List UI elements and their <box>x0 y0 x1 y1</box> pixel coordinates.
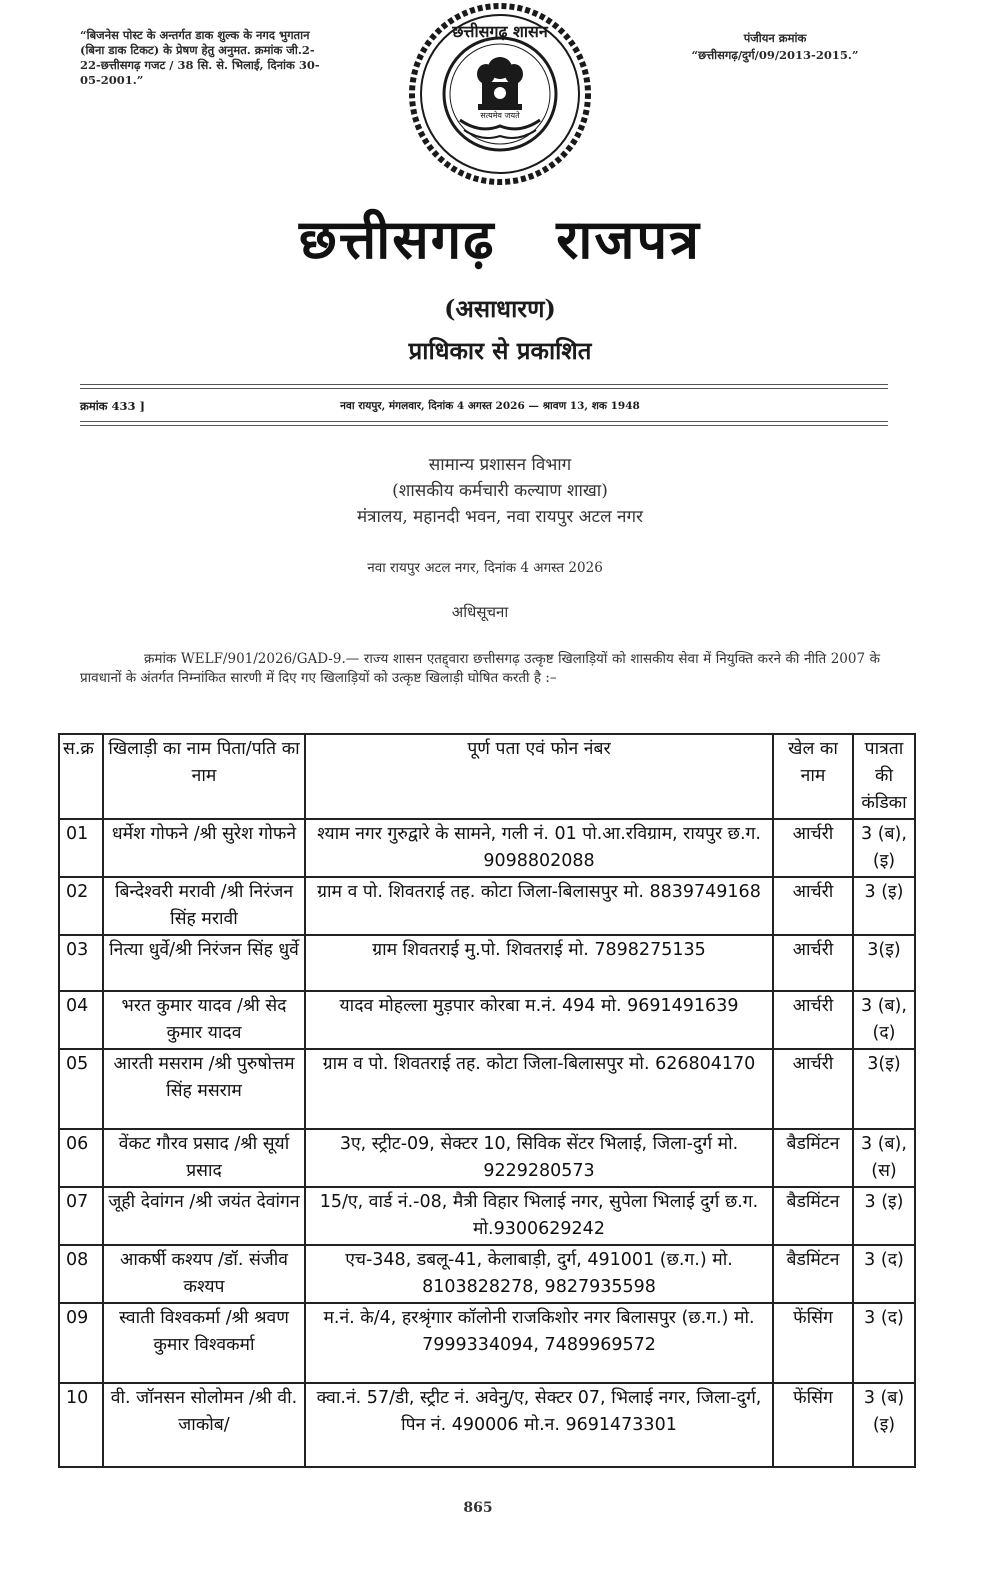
row-address: 15/ए, वार्ड नं.-08, मैत्री विहार भिलाई नगर, सुपेला भिलाई दुर्ग छ.ग. मो.9300629242 <box>305 1187 773 1245</box>
header-sport: खेल का नाम <box>773 734 853 819</box>
row-clause: 3(इ) <box>853 1049 915 1129</box>
row-clause: 3 (द) <box>853 1303 915 1383</box>
row-sport: बैडमिंटन <box>773 1187 853 1245</box>
row-name: बिन्देश्वरी मरावी /श्री निरंजन सिंह मरावी <box>103 877 305 935</box>
row-sport: आर्चरी <box>773 1049 853 1129</box>
top-rule-inner <box>80 388 888 389</box>
row-sno: 03 <box>59 935 103 991</box>
row-address: 3ए, स्ट्रीट-09, सेक्टर 10, सिविक सेंटर भिलाई, जिला-दुर्ग मो. 9229280573 <box>305 1129 773 1187</box>
row-sno: 08 <box>59 1245 103 1303</box>
row-sport: बैडमिंटन <box>773 1245 853 1303</box>
department-block <box>0 452 1000 530</box>
table-row <box>59 991 915 1049</box>
row-clause: 3 (इ) <box>853 877 915 935</box>
notification-body: क्रमांक WELF/901/2026/GAD-9.— राज्य शासन एतद्द्वारा छत्तीसगढ़ उत्कृष्ट खिलाड़ियों को शासकीय सेवा में नियुक्ति करने की नीति 2007 के प्रावधानों के अंतर्गत निम्नांकित सारणी में दिए गए खिलाड़ियों को उत्कृष्ट खिलाड़ी घोषित करती है :– <box>80 651 880 686</box>
seal-motto: सत्यमेव जयते <box>480 111 520 120</box>
header-address: पूर्ण पता एवं फोन नंबर <box>305 734 773 819</box>
row-address: यादव मोहल्ला मुड़पार कोरबा म.नं. 494 मो. 9691491639 <box>305 991 773 1049</box>
players-table <box>58 733 916 1468</box>
row-sport: आर्चरी <box>773 991 853 1049</box>
row-name: भरत कुमार यादव /श्री सेद कुमार यादव <box>103 991 305 1049</box>
postal-note: “बिजनेस पोस्ट के अन्तर्गत डाक शुल्क के नगद भुगतान (बिना डाक टिकट) के प्रेषण हेतु अनुमत. क्रमांक जी.2-22-छत्तीसगढ़ गजट / 38 सि. से. भिलाई, दिनांक 30-05-2001.” <box>80 28 320 87</box>
row-sno: 07 <box>59 1187 103 1245</box>
table-row <box>59 819 915 877</box>
row-name: जूही देवांगन /श्री जयंत देवांगन <box>103 1187 305 1245</box>
row-address: ग्राम व पो. शिवतराई तह. कोटा जिला-बिलासपुर मो. 626804170 <box>305 1049 773 1129</box>
table-row <box>59 877 915 935</box>
row-address: ग्राम शिवतराई मु.पो. शिवतराई मो. 7898275135 <box>305 935 773 991</box>
table-header-row <box>59 734 915 819</box>
table-row <box>59 1383 915 1467</box>
row-sport: बैडमिंटन <box>773 1129 853 1187</box>
row-address: श्याम नगर गुरुद्वारे के सामने, गली नं. 01 पो.आ.रविग्राम, रायपुर छ.ग. 9098802088 <box>305 819 773 877</box>
bottom-rule-inner <box>80 425 888 426</box>
bottom-rule <box>80 421 888 422</box>
page-number: 865 <box>463 1500 493 1516</box>
row-address: एच-348, डबलू-41, केलाबाड़ी, दुर्ग, 491001 (छ.ग.) मो. 8103828278, 9827935598 <box>305 1245 773 1303</box>
table-row <box>59 1245 915 1303</box>
row-address: क्वा.नं. 57/डी, स्ट्रीट नं. अवेनु/ए, सेक्टर 07, भिलाई नगर, जिला-दुर्ग, पिन नं. 490006 मो.न. 9691473301 <box>305 1383 773 1467</box>
row-sno: 06 <box>59 1129 103 1187</box>
state-emblem-seal <box>398 2 602 188</box>
seal-top-text: छत्तीसगढ़ शासन <box>452 22 548 41</box>
row-name: स्वाती विश्वकर्मा /श्री श्रवण कुमार विश्वकर्मा <box>103 1303 305 1383</box>
row-name: आकर्षी कश्यप /डॉ. संजीव कश्यप <box>103 1245 305 1303</box>
row-clause: 3 (ब), (इ) <box>853 819 915 877</box>
row-sport: फेंसिंग <box>773 1303 853 1383</box>
row-sport: फेंसिंग <box>773 1383 853 1467</box>
row-clause: 3 (ब), (स) <box>853 1129 915 1187</box>
row-sno: 04 <box>59 991 103 1049</box>
row-name: नित्या धुर्वे/श्री निरंजन सिंह धुर्वे <box>103 935 305 991</box>
header-sno: स.क्र <box>59 734 103 819</box>
row-sport: आर्चरी <box>773 877 853 935</box>
department-branch: (शासकीय कर्मचारी कल्याण शाखा) <box>392 481 608 501</box>
authority-line: प्राधिकार से प्रकाशित <box>408 336 592 365</box>
row-clause: 3(इ) <box>853 935 915 991</box>
row-clause: 3 (इ) <box>853 1187 915 1245</box>
row-sno: 01 <box>59 819 103 877</box>
row-name: वी. जॉनसन सोलोमन /श्री वी. जाकोब/ <box>103 1383 305 1467</box>
row-sno: 02 <box>59 877 103 935</box>
row-address: म.नं. के/4, हरश्रृंगार कॉलोनी राजकिशोर नगर बिलासपुर (छ.ग.) मो. 7999334094, 7489969572 <box>305 1303 773 1383</box>
department-address: मंत्रालय, महानदी भवन, नवा रायपुर अटल नगर <box>356 507 644 527</box>
registration-number: “छत्तीसगढ़/दुर्ग/09/2013-2015.” <box>691 48 859 62</box>
row-sno: 05 <box>59 1049 103 1129</box>
registration-label: पंजीयन क्रमांक <box>743 31 807 45</box>
table-row <box>59 1187 915 1245</box>
row-clause: 3 (ब) (इ) <box>853 1383 915 1467</box>
gazette-subtitle: (असाधारण) <box>444 294 556 323</box>
notification-title: अधिसूचना <box>451 603 509 621</box>
header-clause: पात्रता की कंडिका <box>853 734 915 819</box>
row-sport: आर्चरी <box>773 819 853 877</box>
issue-number: क्रमांक 433 ] <box>80 399 145 413</box>
row-clause: 3 (ब), (द) <box>853 991 915 1049</box>
row-clause: 3 (द) <box>853 1245 915 1303</box>
ashoka-emblem-icon <box>460 57 540 138</box>
top-rule <box>80 384 888 385</box>
gazette-title: छत्तीसगढ़ राजपत्र <box>299 207 701 271</box>
row-name: आरती मसराम /श्री पुरुषोत्तम सिंह मसराम <box>103 1049 305 1129</box>
department-name: सामान्य प्रशासन विभाग <box>428 455 572 475</box>
row-address: ग्राम व पो. शिवतराई तह. कोटा जिला-बिलासपुर मो. 8839749168 <box>305 877 773 935</box>
row-sno: 09 <box>59 1303 103 1383</box>
row-name: वेंकट गौरव प्रसाद /श्री सूर्या प्रसाद <box>103 1129 305 1187</box>
row-sno: 10 <box>59 1383 103 1467</box>
registration-block <box>655 30 895 64</box>
table-row <box>59 1049 915 1129</box>
row-sport: आर्चरी <box>773 935 853 991</box>
issue-place-date: नवा रायपुर, मंगलवार, दिनांक 4 अगस्त 2026 — श्रावण 13, शक 1948 <box>340 400 640 412</box>
table-row <box>59 1129 915 1187</box>
row-name: धर्मेश गोफने /श्री सुरेश गोफने <box>103 819 305 877</box>
notification-place-date: नवा रायपुर अटल नगर, दिनांक 4 अगस्त 2026 <box>367 560 603 576</box>
table-row <box>59 935 915 991</box>
table-row <box>59 1303 915 1383</box>
header-name: खिलाड़ी का नाम पिता/पति का नाम <box>103 734 305 819</box>
